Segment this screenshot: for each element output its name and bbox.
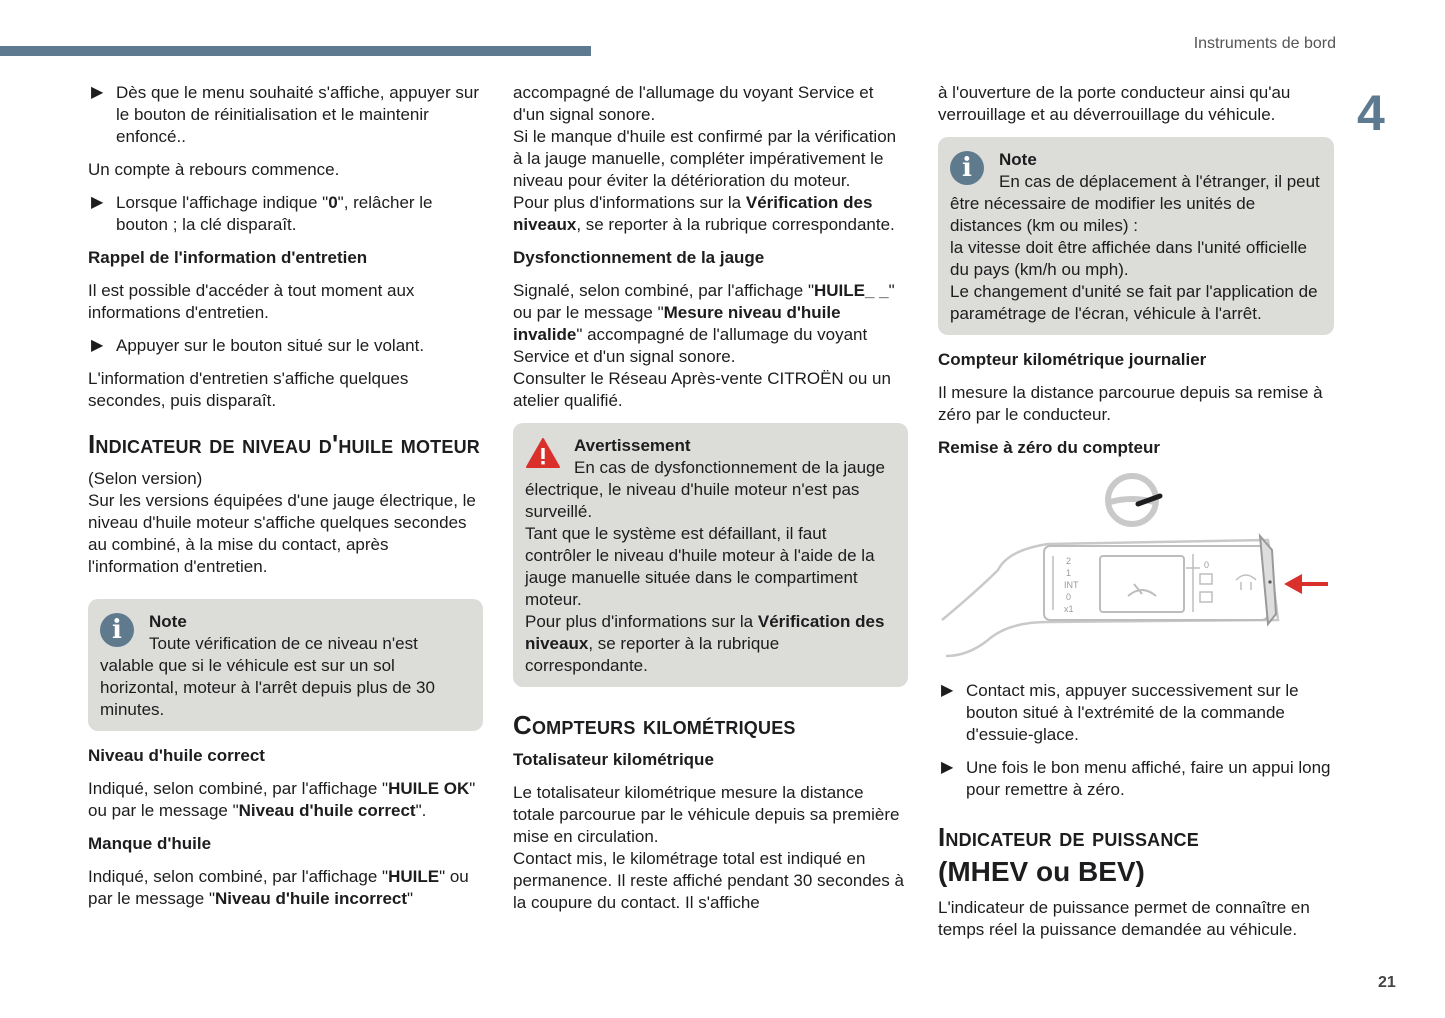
column-2 [513, 82, 908, 914]
header-accent-bar [0, 46, 591, 56]
wiper-stalk [942, 536, 1278, 656]
paragraph: Si le manque d'huile est confirmé par la vérification à la jauge manuelle, compléter impérativement le niveau pour éviter la détérioration du moteur. [513, 127, 897, 190]
paragraph: Contact mis, le kilométrage total est indiqué en permanence. Il reste affiché pendant 30 secondes à la coupure du contact. Il s'affiche [513, 849, 904, 912]
paragraph: Il est possible d'accéder à tout moment aux informations d'entretien. [88, 281, 415, 322]
bullet-item: ▶ Contact mis, appuyer successivement sur le bouton situé à l'extrémité de la commande d'essuie-glace. [941, 681, 1299, 744]
bullet-item: ▶ Une fois le bon menu affiché, faire un appui long pour remettre à zéro. [941, 758, 1331, 799]
paragraph: Indiqué, selon combiné, par l'affichage "HUILE" ou par le message "Niveau d'huile incorrect" [88, 867, 469, 908]
triangle-right-icon: ▶ [91, 84, 104, 101]
subheading: Rappel de l'information d'entretien [88, 248, 368, 267]
running-header: Instruments de bord [1193, 35, 1336, 52]
paragraph: Signalé, selon combiné, par l'affichage "HUILE_ _" ou par le message "Mesure niveau d'huile invalide" accompagné de l'allumage du voyant Service et d'un signal sonore. [513, 281, 895, 366]
info-icon: i [950, 151, 984, 185]
stalk-label: 1 [1066, 568, 1072, 578]
section-heading-line2: (MHEV ou BEV) [938, 856, 1145, 887]
triangle-right-icon: ▶ [941, 759, 954, 776]
paragraph: Le totalisateur kilométrique mesure la distance totale parcourue par le véhicule depuis sa première mise en circulation. [513, 783, 900, 846]
section-heading: Indicateur de niveau d'huile moteur [88, 429, 480, 459]
note-box [938, 137, 1334, 335]
column-3 [938, 82, 1334, 952]
triangle-right-icon: ▶ [941, 682, 954, 699]
subheading: Niveau d'huile correct [88, 746, 265, 765]
note-title: Note [999, 150, 1037, 169]
stalk-label: x1 [1064, 604, 1074, 614]
subheading: Compteur kilométrique journalier [938, 350, 1207, 369]
note-text: En cas de déplacement à l'étranger, il peut être nécessaire de modifier les unités de distances (km ou miles) : [950, 172, 1320, 235]
chapter-number: 4 [1357, 85, 1385, 141]
warning-text: En cas de dysfonctionnement de la jauge électrique, le niveau d'huile moteur n'est pas surveillé. [525, 458, 885, 521]
paragraph: L'indicateur de puissance permet de connaître en temps réel la puissance demandée au véhicule. [938, 898, 1310, 939]
section-heading: Indicateur de puissance [938, 822, 1199, 852]
info-icon: i [100, 613, 134, 647]
subheading: Totalisateur kilométrique [513, 750, 714, 769]
bullet-item: ▶ Appuyer sur le bouton situé sur le volant. [91, 336, 425, 355]
page-number: 21 [1378, 974, 1396, 991]
triangle-right-icon: ▶ [91, 194, 104, 211]
column-1 [88, 82, 483, 921]
note-text: Toute vérification de ce niveau n'est valable que si le véhicule est sur un sol horizontal, moteur à l'arrêt depuis plus de 30 minutes. [100, 634, 435, 719]
stalk-label: 0 [1066, 592, 1072, 602]
note-text: Le changement d'unité se fait par l'application de paramétrage de l'écran, véhicule à l'arrêt. [950, 282, 1318, 323]
paragraph: Consulter le Réseau Après-vente CITROËN ou un atelier qualifié. [513, 369, 891, 410]
warning-triangle-icon [525, 437, 561, 469]
paragraph: Un compte à rebours commence. [88, 160, 340, 179]
wiper-stalk-illustration [938, 470, 1334, 660]
warning-text: Tant que le système est défaillant, il faut contrôler le niveau d'huile moteur à l'aide de la jauge manuelle située dans le compartiment moteur. [525, 524, 875, 609]
paragraph: à l'ouverture de la porte conducteur ainsi qu'au verrouillage et au déverrouillage du véhicule. [938, 83, 1291, 124]
stalk-label: 2 [1066, 556, 1072, 566]
warning-box [513, 423, 908, 687]
paragraph: Il mesure la distance parcourue depuis sa remise à zéro par le conducteur. [938, 383, 1323, 424]
section-heading: Compteurs kilométriques [513, 710, 796, 740]
stalk-label: 0 [1204, 560, 1210, 570]
paragraph: accompagné de l'allumage du voyant Service et d'un signal sonore. [513, 83, 874, 124]
steering-wheel-icon [1108, 476, 1160, 524]
warning-title: Avertissement [574, 436, 691, 455]
warning-text: Pour plus d'informations sur la Vérification des niveaux, se reporter à la rubrique correspondante. [525, 612, 885, 675]
subheading: Manque d'huile [88, 834, 212, 853]
triangle-right-icon: ▶ [91, 337, 104, 354]
bullet-item: ▶ Lorsque l'affichage indique "0", relâcher le bouton ; la clé disparaît. [91, 193, 433, 234]
note-box [88, 599, 483, 731]
stalk-label: INT [1064, 580, 1079, 590]
note-text: la vitesse doit être affichée dans l'unité officielle du pays (km/h ou mph). [950, 238, 1307, 279]
paragraph: Pour plus d'informations sur la Vérification des niveaux, se reporter à la rubrique correspondante. [513, 193, 895, 234]
subheading: Dysfonctionnement de la jauge [513, 248, 765, 267]
paragraph: L'information d'entretien s'affiche quelques secondes, puis disparaît. [88, 369, 409, 410]
paragraph: Indiqué, selon combiné, par l'affichage "HUILE OK" ou par le message "Niveau d'huile correct". [88, 779, 476, 820]
subheading: Remise à zéro du compteur [938, 438, 1161, 457]
bullet-item: ▶ Dès que le menu souhaité s'affiche, appuyer sur le bouton de réinitialisation et le maintenir enfoncé.. [91, 83, 479, 146]
red-arrow-icon [1284, 574, 1328, 594]
paragraph: Sur les versions équipées d'une jauge électrique, le niveau d'huile moteur s'affiche quelques secondes au combiné, à la mise du contact, après l'information d'entretien. [88, 491, 476, 576]
note-title: Note [149, 612, 187, 631]
paragraph: (Selon version) [88, 469, 203, 488]
